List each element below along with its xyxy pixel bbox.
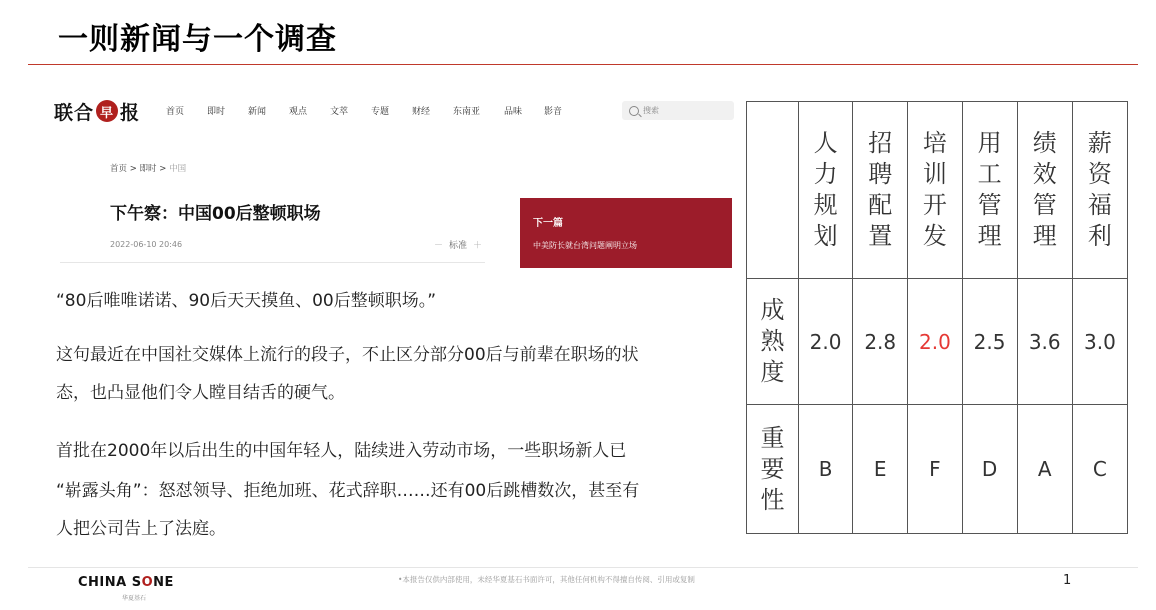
row-label-char: 要 (760, 454, 785, 483)
article-paragraph-line: 态，也凸显他们令人瞠目结舌的硬气。 (56, 383, 345, 403)
column-header-char: 聘 (868, 160, 893, 188)
maturity-score: 3.0 (1072, 279, 1127, 405)
column-header-char: 管 (977, 191, 1002, 219)
column-header-char: 规 (813, 191, 838, 219)
row-label-char: 性 (760, 485, 785, 514)
column-header-char: 资 (1087, 160, 1112, 188)
breadcrumb-sep: > (156, 164, 170, 174)
column-header (798, 102, 852, 279)
search-placeholder: 搜索 (643, 106, 659, 115)
logo-text-left: 联合 (54, 101, 95, 124)
column-header-char: 力 (813, 160, 838, 188)
font-size-label: 标准 (449, 241, 468, 251)
title-divider (28, 64, 1138, 65)
column-header-char: 管 (1032, 191, 1057, 219)
column-header-char: 置 (868, 222, 893, 250)
article-headline: 下午察：中国00后整顿职场 (110, 204, 321, 224)
article-paragraph-line: 这句最近在中国社交媒体上流行的段子，不止区分部分00后与前辈在职场的状 (56, 345, 639, 365)
column-header-char: 薪 (1087, 129, 1112, 157)
nav-item[interactable]: 财经 (412, 107, 431, 117)
importance-grade: A (1017, 405, 1072, 534)
breadcrumb-instant[interactable]: 即时 (139, 164, 157, 174)
hr-survey-table (746, 101, 1128, 534)
chinastone-logo (78, 575, 174, 590)
article-paragraph-line: 人把公司告上了法庭。 (56, 519, 226, 539)
column-header-char: 配 (868, 191, 893, 219)
nav-item[interactable]: 新闻 (248, 107, 267, 117)
column-header-char: 绩 (1032, 129, 1057, 157)
logo-text: NE (153, 575, 174, 590)
nav-item[interactable]: 首页 (166, 107, 185, 117)
column-header-char: 开 (922, 191, 947, 219)
row-label-char: 度 (760, 358, 785, 386)
nav-item[interactable]: 影音 (544, 107, 563, 117)
breadcrumb-current: 中国 (169, 164, 187, 174)
search-icon (629, 106, 639, 116)
zaobao-logo[interactable] (54, 98, 140, 124)
column-header-char: 理 (1032, 222, 1057, 250)
footer-disclaimer: •本报告仅供内部使用，未经华夏基石书面许可，其他任何机构不得擅自传阅、引用或复制 (398, 575, 695, 584)
nav-item[interactable]: 东南亚 (453, 107, 481, 117)
footer-logo-sub: 华夏基石 (122, 595, 147, 602)
footer-divider (28, 567, 1138, 568)
importance-grade: E (853, 405, 908, 534)
column-header (1072, 102, 1127, 279)
importance-grade: C (1072, 405, 1127, 534)
column-header-char: 用 (977, 129, 1002, 157)
column-header-char: 效 (1032, 160, 1057, 188)
row-label-char: 成 (760, 296, 785, 324)
row-label-maturity (747, 279, 799, 405)
column-header-char: 工 (977, 160, 1002, 188)
nav-item[interactable]: 品味 (504, 107, 523, 117)
column-header-char: 培 (922, 129, 947, 157)
row-label-char: 熟 (760, 327, 785, 355)
logo-seal: 早 (96, 100, 118, 122)
next-article-card[interactable] (520, 198, 732, 268)
column-header (1017, 102, 1072, 279)
breadcrumb (110, 162, 186, 174)
row-label-char: 重 (760, 423, 785, 452)
column-header (908, 102, 962, 279)
column-header-char: 训 (922, 160, 947, 188)
nav-item[interactable]: 文萃 (330, 107, 349, 117)
maturity-score-highlighted: 2.0 (908, 279, 962, 405)
breadcrumb-home[interactable]: 首页 (110, 164, 128, 174)
column-header-char: 人 (813, 129, 838, 157)
nav-item[interactable]: 观点 (289, 107, 308, 117)
column-header-char: 理 (977, 222, 1002, 250)
column-header (853, 102, 908, 279)
article-paragraph-line: 首批在2000年以后出生的中国年轻人，陆续进入劳动市场，一些职场新人已 (56, 441, 627, 461)
next-article-label: 下一篇 (533, 218, 563, 229)
article-quote: “80后唯唯诺诺、90后天天摸鱼、00后整顿职场。” (56, 291, 437, 311)
logo-text: CHINA S (78, 575, 142, 590)
page-title: 一则新闻与一个调查 (58, 22, 337, 57)
maturity-score: 2.8 (853, 279, 908, 405)
search-input[interactable] (622, 101, 734, 120)
font-size-control (428, 238, 488, 251)
site-nav (166, 104, 574, 117)
column-header (962, 102, 1017, 279)
breadcrumb-sep: > (127, 164, 140, 174)
font-increase-button[interactable]: ＋ (473, 241, 483, 251)
column-header-char: 发 (922, 222, 947, 250)
column-header-char: 利 (1087, 222, 1112, 250)
row-label-importance (747, 405, 799, 534)
article-date: 2022-06-10 20:46 (110, 240, 183, 249)
table-corner-cell (747, 102, 799, 279)
importance-grade: D (962, 405, 1017, 534)
page-number: 1 (1063, 573, 1072, 588)
column-header-char: 划 (813, 222, 838, 250)
maturity-score: 2.0 (798, 279, 852, 405)
logo-text-right: 报 (120, 101, 141, 124)
next-article-title: 中美防长就台湾问题阐明立场 (533, 241, 637, 250)
maturity-score: 3.6 (1017, 279, 1072, 405)
nav-item[interactable]: 专题 (371, 107, 390, 117)
importance-grade: F (908, 405, 962, 534)
maturity-score: 2.5 (962, 279, 1017, 405)
article-divider (60, 262, 485, 263)
importance-grade: B (798, 405, 852, 534)
nav-item[interactable]: 即时 (207, 107, 226, 117)
column-header-char: 招 (868, 129, 893, 157)
logo-text-accent: O (141, 575, 154, 590)
article-paragraph-line: “崭露头角”：怒怼领导、拒绝加班、花式辞职……还有00后跳槽数次，甚至有 (56, 481, 640, 501)
font-decrease-button[interactable]: － (434, 241, 444, 251)
column-header-char: 福 (1087, 191, 1112, 219)
